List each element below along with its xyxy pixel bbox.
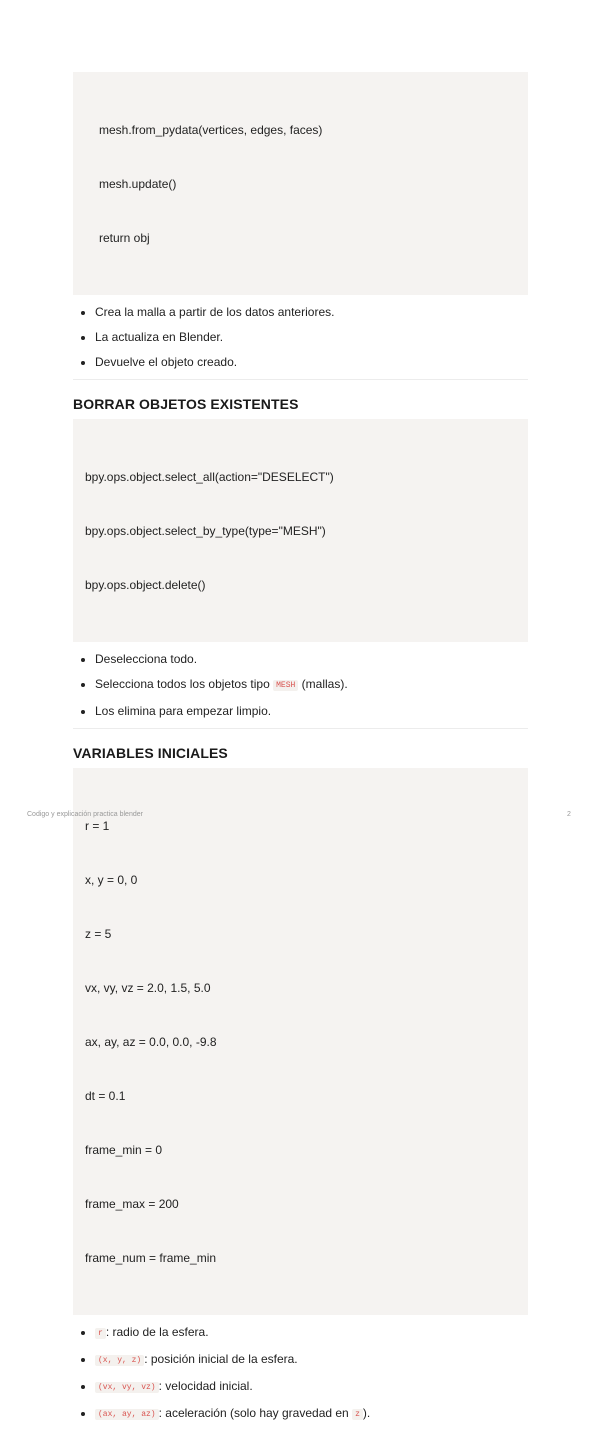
list-item-text: (mallas). (298, 677, 348, 691)
inline-code: (vx, vy, vz) (95, 1382, 159, 1393)
code-line: frame_min = 0 (85, 1143, 163, 1157)
list-item (95, 1405, 528, 1423)
bullet-list (73, 1324, 528, 1423)
list-item: • Devuelve el objeto creado. (95, 354, 528, 370)
code-block-delete (73, 419, 528, 642)
code-line: x, y = 0, 0 (85, 873, 138, 887)
document-body (73, 72, 528, 1432)
list-item: • Deselecciona todo. (95, 651, 528, 667)
list-item: • Crea la malla a partir de los datos anteriores. (95, 304, 528, 320)
code-line: bpy.ops.object.select_all(action="DESELECT") (85, 470, 334, 484)
code-line: frame_max = 200 (85, 1197, 179, 1211)
inline-code: (x, y, z) (95, 1355, 144, 1366)
inline-code: z (352, 1409, 363, 1420)
list-item-text: : radio de la esfera. (105, 1325, 209, 1339)
list-item-text: Selecciona todos los objetos tipo (95, 677, 274, 691)
list-item (95, 676, 528, 694)
list-item: • Los elimina para empezar limpio. (95, 703, 528, 719)
code-line: r = 1 (85, 819, 110, 833)
code-line: mesh.from_pydata(vertices, edges, faces) (99, 123, 323, 137)
list-item-text: : aceleración (solo hay gravedad en (158, 1406, 353, 1420)
list-item (95, 1351, 528, 1369)
list-item: • La actualiza en Blender. (95, 329, 528, 345)
list-item (95, 1324, 528, 1342)
divider (73, 379, 528, 380)
inline-code: (ax, ay, az) (95, 1409, 159, 1420)
section-heading: VARIABLES INICIALES (73, 745, 228, 761)
footer-title: Codigo y explicación practica blender (27, 811, 143, 818)
section-heading: BORRAR OBJETOS EXISTENTES (73, 396, 299, 412)
code-line: ax, ay, az = 0.0, 0.0, -9.8 (85, 1035, 217, 1049)
bullet-list (73, 304, 528, 370)
inline-code: r (95, 1328, 106, 1339)
code-line: z = 5 (85, 927, 112, 941)
code-line: bpy.ops.object.select_by_type(type="MESH") (85, 524, 326, 538)
code-line: frame_num = frame_min (85, 1251, 217, 1265)
list-item-text: : velocidad inicial. (158, 1379, 253, 1393)
list-item-text: : posición inicial de la esfera. (144, 1352, 298, 1366)
code-block-mesh (73, 72, 528, 295)
code-line: vx, vy, vz = 2.0, 1.5, 5.0 (85, 981, 211, 995)
inline-code: MESH (273, 680, 298, 691)
divider (73, 728, 528, 729)
bullet-list (73, 651, 528, 719)
list-item-text: ). (362, 1406, 371, 1420)
page-number: 2 (567, 811, 571, 818)
code-line: mesh.update() (99, 177, 177, 191)
code-block-variables (73, 768, 528, 1315)
list-item (95, 1378, 528, 1396)
code-line: dt = 0.1 (85, 1089, 126, 1103)
code-line: bpy.ops.object.delete() (85, 578, 206, 592)
code-line: return obj (99, 231, 150, 245)
